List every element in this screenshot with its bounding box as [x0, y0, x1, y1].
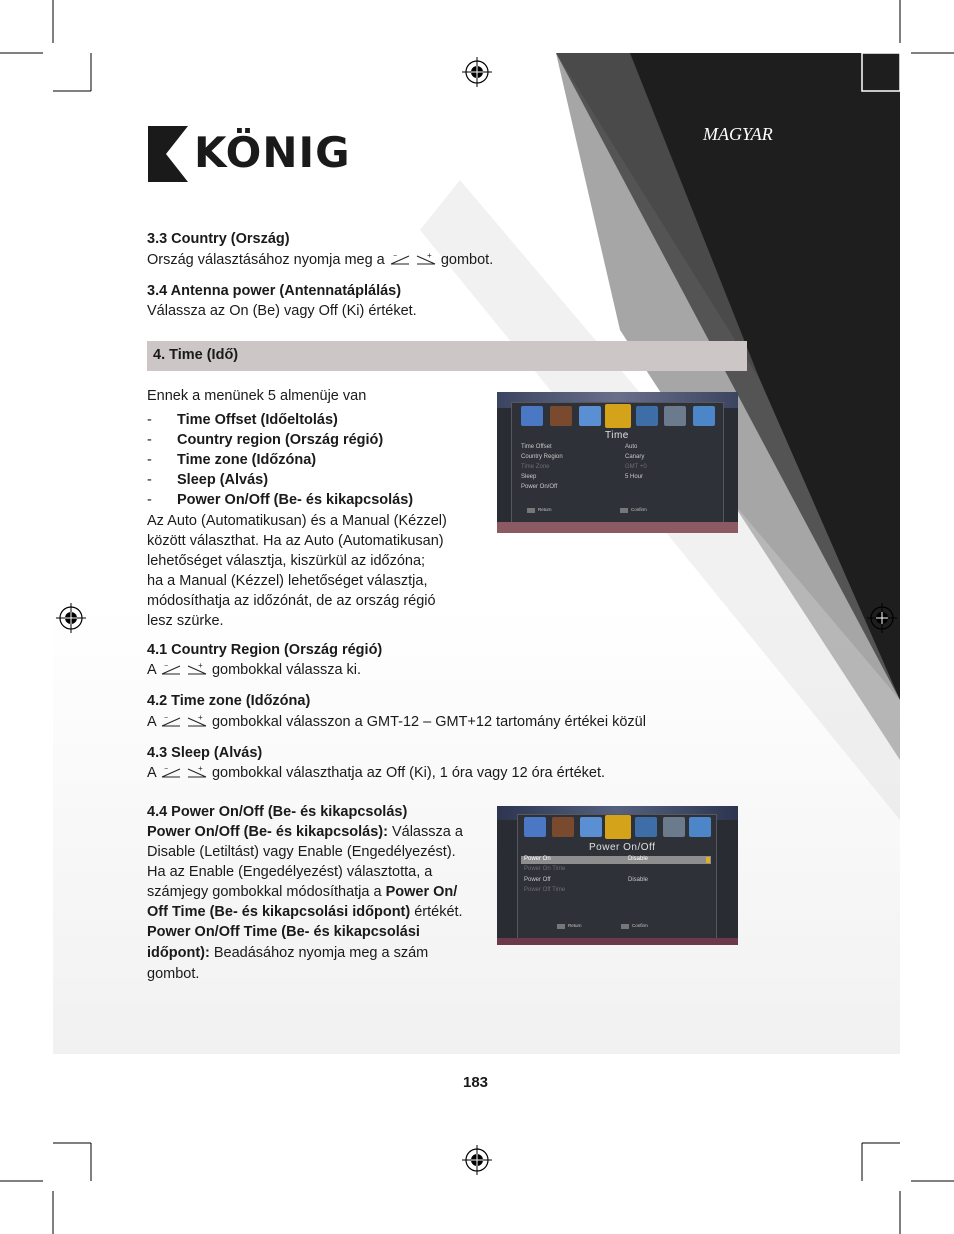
- footer-confirm-label: Confirm: [632, 923, 648, 928]
- paragraph-line: között választhat. Ha az Auto (Automatikusan): [147, 533, 444, 549]
- selected-arrow-icon: [706, 857, 710, 863]
- text: Power On/: [385, 884, 458, 900]
- return-key-icon: [557, 924, 565, 929]
- konig-logo: [148, 126, 358, 182]
- footer-return-label: Return: [538, 507, 552, 512]
- menu-row-value: Disable: [628, 877, 649, 883]
- brand-wordmark: KÖNIG: [194, 128, 351, 177]
- heading-4-4: 4.4 Power On/Off (Be- és kikapcsolás): [147, 804, 408, 820]
- menu-row-value: 5 Hour: [625, 474, 644, 480]
- menu-tile-icon: [579, 406, 601, 426]
- svg-text:−: −: [163, 663, 168, 670]
- list-item-label: Sleep (Alvás): [177, 472, 269, 488]
- svg-text:+: +: [197, 765, 203, 773]
- registration-mark-icon: [462, 1145, 492, 1175]
- text: A: [147, 662, 156, 678]
- confirm-key-icon: [620, 508, 628, 513]
- paragraph-4-3: [147, 763, 605, 783]
- menu-row-label: Power On: [524, 856, 551, 862]
- menu-row-value: Disable: [628, 856, 649, 862]
- menu-row-label: Power Off: [524, 877, 551, 883]
- list-item-label: Time zone (Időzóna): [177, 452, 317, 468]
- text: értékét.: [410, 904, 463, 920]
- list-item-label: Country region (Ország régió): [177, 432, 384, 448]
- menu-row-label: Time Offset: [521, 444, 552, 450]
- registration-mark-icon: [462, 57, 492, 87]
- svg-text:−: −: [163, 715, 168, 722]
- heading-4-2: 4.2 Time zone (Időzóna): [147, 693, 311, 709]
- text: Ország választásához nyomja meg a: [147, 252, 385, 268]
- list-item: -: [147, 452, 152, 468]
- menu-row-label: Country Region: [521, 454, 563, 460]
- minus-key-icon: [160, 662, 182, 676]
- page-number: 183: [463, 1074, 489, 1091]
- screen-bottom-strip: [497, 938, 738, 945]
- svg-text:+: +: [197, 714, 203, 722]
- menu-tile-icon: [552, 817, 574, 837]
- text: Off Time (Be- és kikapcsolási időpont): [147, 904, 411, 920]
- menu-row-label: Sleep: [521, 474, 537, 480]
- menu-tile-icon: [693, 406, 715, 426]
- list-item: -: [147, 472, 152, 488]
- registration-mark-icon: [56, 603, 86, 633]
- paragraph-line: [147, 822, 463, 842]
- paragraph-line: Power On/Off Time (Be- és kikapcsolási: [147, 924, 420, 940]
- text: Power On/Off (Be- és kikapcsolás):: [147, 824, 388, 840]
- list-item: -: [147, 492, 152, 508]
- menu-tile-icon: [663, 817, 685, 837]
- paragraph-line: gombot.: [147, 966, 200, 982]
- menu-row-value: GMT +0: [625, 464, 647, 470]
- power-on-off-screenshot: [497, 806, 738, 945]
- text: gombokkal válassza ki.: [211, 662, 362, 678]
- paragraph-line: ha a Manual (Kézzel) lehetőséget választja,: [147, 573, 428, 589]
- screen-bottom-strip: [497, 522, 738, 533]
- time-menu-screenshot: [497, 392, 738, 533]
- heading-3-3: 3.3 Country (Ország): [147, 231, 290, 247]
- minus-key-icon: [389, 252, 411, 266]
- heading-3-4: 3.4 Antenna power (Antennatáplálás): [147, 283, 402, 299]
- text: gombot.: [440, 252, 494, 268]
- paragraph-line: [147, 943, 428, 963]
- menu-tile-icon: [635, 817, 657, 837]
- menu-tile-icon: [550, 406, 572, 426]
- language-label: MAGYAR: [703, 124, 773, 144]
- return-key-icon: [527, 508, 535, 513]
- paragraph-line: [147, 902, 463, 922]
- menu-row-value: Auto: [625, 444, 638, 450]
- menu-tile-icon: [664, 406, 686, 426]
- menu-row-value: Canary: [625, 454, 645, 460]
- text: A: [147, 765, 156, 781]
- menu-tile-icon: [524, 817, 546, 837]
- menu-row-label: Power On Time: [524, 866, 566, 872]
- paragraph-4-2: [147, 712, 646, 732]
- section-4-bar: [147, 341, 747, 371]
- list-item: -: [147, 432, 152, 448]
- confirm-key-icon: [621, 924, 629, 929]
- registration-mark-icon: [867, 603, 897, 633]
- paragraph-3-4: Válassza az On (Be) vagy Off (Ki) értéket.: [147, 303, 417, 319]
- paragraph-line: Disable (Letiltást) vagy Enable (Engedélyezést).: [147, 844, 456, 860]
- paragraph-line: lehetőséget választja, kiszürkül az időzóna;: [147, 553, 426, 569]
- heading-4-3: 4.3 Sleep (Alvás): [147, 745, 263, 761]
- svg-text:−: −: [163, 766, 168, 773]
- plus-key-icon: [186, 662, 208, 676]
- paragraph-4-1: [147, 660, 361, 680]
- paragraph-line: módosíthatja az időzónát, de az ország régió: [147, 593, 436, 609]
- list-item-label: Power On/Off (Be- és kikapcsolás): [177, 492, 414, 508]
- time-tile-icon: [605, 404, 631, 428]
- konig-logo-mark-icon: [148, 126, 188, 182]
- menu-tile-icon: [636, 406, 658, 426]
- svg-text:−: −: [392, 253, 397, 260]
- footer-confirm-label: Confirm: [631, 507, 647, 512]
- paragraph-line: Az Auto (Automatikusan) és a Manual (Kézzel): [147, 513, 447, 529]
- menu-tile-icon: [580, 817, 602, 837]
- paragraph-line: [147, 882, 457, 902]
- menu-row-label: Time Zone: [521, 464, 550, 470]
- paragraph-line: lesz szürke.: [147, 613, 224, 629]
- minus-key-icon: [160, 765, 182, 779]
- screen-title: Time: [605, 430, 629, 441]
- paragraph-3-3: [147, 250, 493, 270]
- svg-text:+: +: [426, 252, 432, 260]
- menu-row-label: Power Off Time: [524, 887, 566, 893]
- paragraph-line: Ha az Enable (Engedélyezést) választotta, a: [147, 864, 433, 880]
- plus-key-icon: [415, 252, 437, 266]
- text: gombokkal választhatja az Off (Ki), 1 óra vagy 12 óra értéket.: [211, 765, 606, 781]
- text: Beadásához nyomja meg a szám: [209, 945, 429, 961]
- menu-tile-icon: [521, 406, 543, 426]
- heading-4: 4. Time (Idő): [153, 347, 239, 363]
- section-4-intro: Ennek a menünek 5 almenüje van: [147, 388, 367, 404]
- menu-tile-icon: [689, 817, 711, 837]
- screen-title: Power On/Off: [589, 842, 656, 853]
- plus-key-icon: [186, 714, 208, 728]
- heading-4-1: 4.1 Country Region (Ország régió): [147, 642, 383, 658]
- list-item-label: Time Offset (Időeltolás): [177, 412, 338, 428]
- plus-key-icon: [186, 765, 208, 779]
- list-item: -: [147, 412, 152, 428]
- footer-return-label: Return: [568, 923, 582, 928]
- svg-text:+: +: [197, 662, 203, 670]
- text: Válassza a: [387, 824, 463, 840]
- text: időpont):: [147, 945, 210, 961]
- menu-row-label: Power On/Off: [521, 484, 558, 490]
- time-tile-icon: [605, 815, 631, 839]
- text: gombokkal válasszon a GMT-12 – GMT+12 tartomány értékei közül: [211, 714, 646, 730]
- minus-key-icon: [160, 714, 182, 728]
- text: A: [147, 714, 156, 730]
- text: számjegy gombokkal módosíthatja a: [147, 884, 386, 900]
